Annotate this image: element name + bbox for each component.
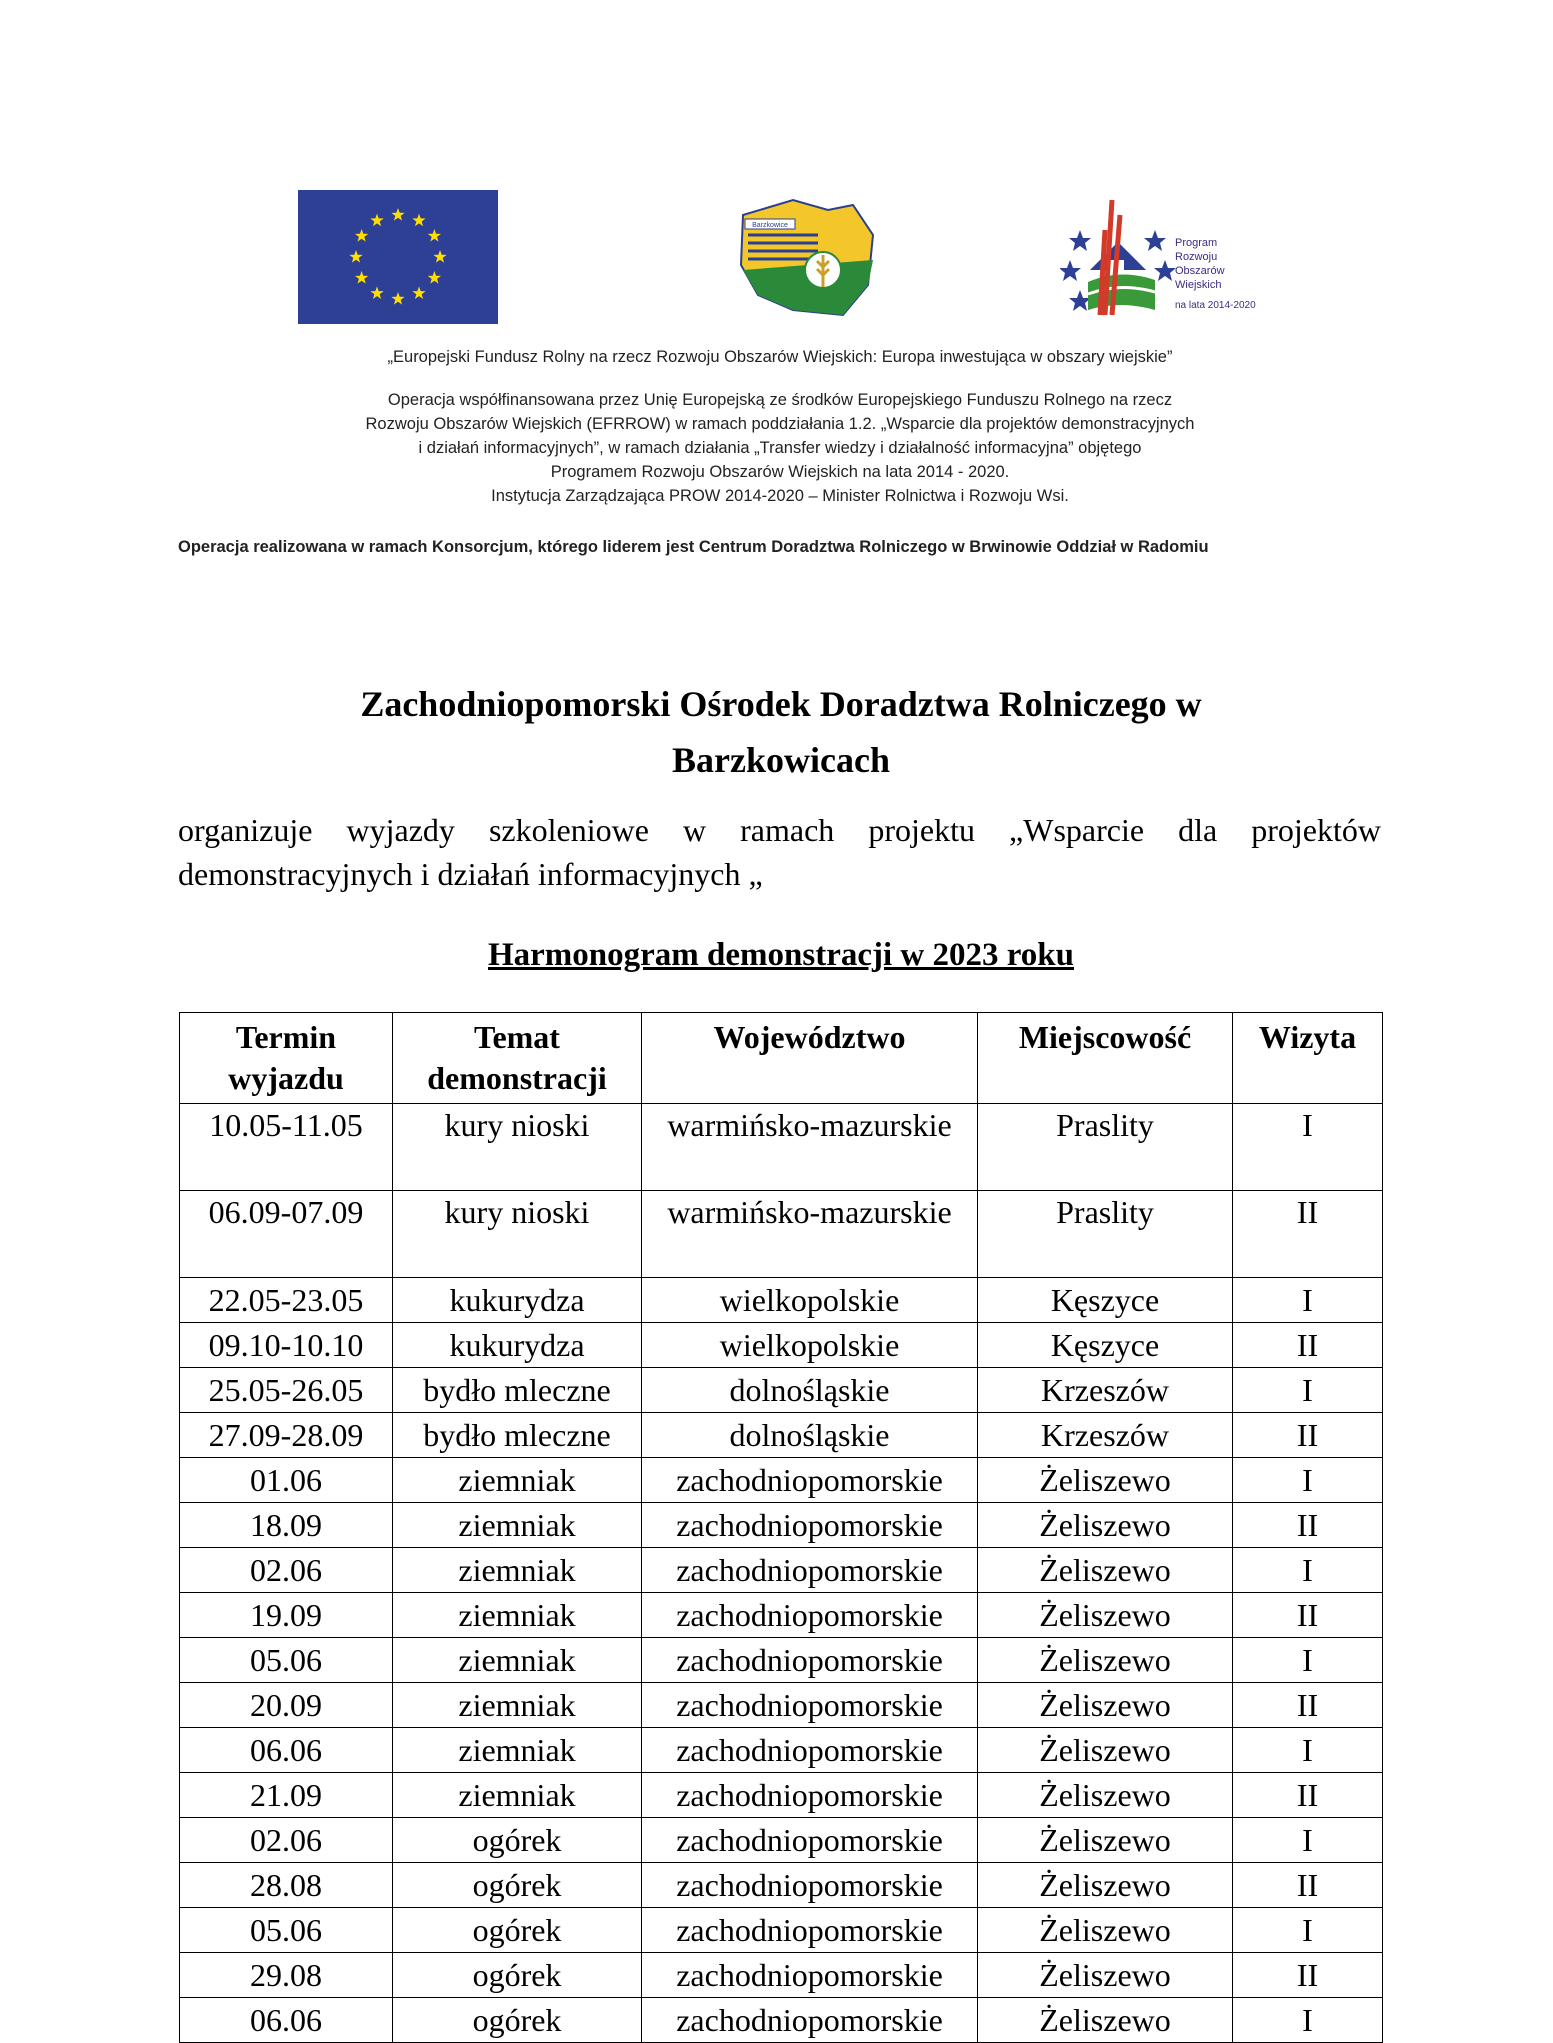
table-cell: zachodniopomorskie [642, 1638, 978, 1683]
prow-line: Program [1175, 237, 1218, 249]
table-cell: warmińsko-mazurskie [642, 1104, 978, 1191]
table-cell: I [1233, 1368, 1383, 1413]
table-row [180, 1323, 1383, 1368]
prow-line: Wiejskich [1175, 279, 1222, 291]
table-row [180, 1278, 1383, 1323]
table-cell: ziemniak [393, 1638, 642, 1683]
table-cell: dolnośląskie [642, 1413, 978, 1458]
table-cell: zachodniopomorskie [642, 1593, 978, 1638]
star-icon [349, 250, 362, 263]
table-cell: bydło mleczne [393, 1413, 642, 1458]
table-cell: ziemniak [393, 1773, 642, 1818]
table-cell: 21.09 [180, 1773, 393, 1818]
table-cell: zachodniopomorskie [642, 1728, 978, 1773]
table-cell: kukurydza [393, 1323, 642, 1368]
table-row [180, 1953, 1383, 1998]
table-cell: Żeliszewo [978, 1548, 1233, 1593]
table-cell: 05.06 [180, 1908, 393, 1953]
table-cell: ziemniak [393, 1458, 642, 1503]
ze-logo-text: Barzkowice [752, 222, 788, 229]
star-icon [391, 208, 404, 221]
table-cell: ziemniak [393, 1503, 642, 1548]
column-header: Termin wyjazdu [180, 1013, 393, 1104]
table-cell: Żeliszewo [978, 1998, 1233, 2043]
table-cell: I [1233, 1104, 1383, 1191]
star-icon [355, 271, 368, 284]
table-cell: Żeliszewo [978, 1818, 1233, 1863]
table-cell: warmińsko-mazurskie [642, 1191, 978, 1278]
table-cell: 19.09 [180, 1593, 393, 1638]
table-cell: zachodniopomorskie [642, 1998, 978, 2043]
prow-years: na lata 2014-2020 [1175, 300, 1256, 311]
table-cell: 01.06 [180, 1458, 393, 1503]
table-cell: I [1233, 1908, 1383, 1953]
eu-flag-icon [298, 190, 498, 324]
star-icon [433, 250, 446, 263]
table-cell: Żeliszewo [978, 1683, 1233, 1728]
table-row [180, 1593, 1383, 1638]
table-cell: II [1233, 1683, 1383, 1728]
table-cell: 09.10-10.10 [180, 1323, 393, 1368]
table-row [180, 1773, 1383, 1818]
table-cell: ogórek [393, 1818, 642, 1863]
table-cell: wielkopolskie [642, 1323, 978, 1368]
table-row [180, 1503, 1383, 1548]
table-cell: Praslity [978, 1191, 1233, 1278]
table-cell: ogórek [393, 1953, 642, 1998]
table-cell: Żeliszewo [978, 1953, 1233, 1998]
funding-line: Instytucja Zarządzająca PROW 2014-2020 – Minister Rolnictwa i Rozwoju Wsi. [491, 487, 1069, 505]
table-cell: zachodniopomorskie [642, 1908, 978, 1953]
star-icon [355, 229, 368, 242]
table-cell: I [1233, 1638, 1383, 1683]
table-row [180, 1413, 1383, 1458]
funding-tagline: „Europejski Fundusz Rolny na rzecz Rozwoju Obszarów Wiejskich: Europa inwestująca w obszary wiejskie” [387, 348, 1173, 366]
table-cell: 25.05-26.05 [180, 1368, 393, 1413]
schedule-title: Harmonogram demonstracji w 2023 roku [487, 937, 1074, 973]
eu-stars [298, 190, 498, 324]
table-row [180, 1638, 1383, 1683]
table-row [180, 1548, 1383, 1593]
table-body [180, 1104, 1383, 2043]
star-icon [428, 229, 441, 242]
funding-line: Operacja współfinansowana przez Unię Europejską ze środków Europejskiego Funduszu Rolnego na rzecz [387, 391, 1173, 409]
table-row [180, 1683, 1383, 1728]
funding-line: Rozwoju Obszarów Wiejskich (EFRROW) w ramach poddziałania 1.2. „Wsparcie dla projektów demonstracyjnych [365, 415, 1195, 433]
table-cell: 05.06 [180, 1638, 393, 1683]
star-icon [370, 214, 383, 227]
table-row [180, 1863, 1383, 1908]
table-cell: kury nioski [393, 1191, 642, 1278]
prow-logo-text [1175, 236, 1325, 292]
table-cell: II [1233, 1191, 1383, 1278]
table-cell: 06.09-07.09 [180, 1191, 393, 1278]
table-cell: Krzeszów [978, 1413, 1233, 1458]
table-cell: zachodniopomorskie [642, 1683, 978, 1728]
table-cell: Praslity [978, 1104, 1233, 1191]
table-cell: kury nioski [393, 1104, 642, 1191]
table-cell: 22.05-23.05 [180, 1278, 393, 1323]
table-cell: zachodniopomorskie [642, 1458, 978, 1503]
table-cell: Żeliszewo [978, 1593, 1233, 1638]
funding-operation: Operacja realizowana w ramach Konsorcjum, którego liderem jest Centrum Doradztwa Rolniczego w Brwinowie Oddział w Radomiu [178, 538, 1209, 556]
funding-body [180, 388, 1380, 508]
table-cell: zachodniopomorskie [642, 1953, 978, 1998]
column-header: Miejscowość [978, 1013, 1233, 1104]
table-row [180, 1908, 1383, 1953]
table-cell: Żeliszewo [978, 1503, 1233, 1548]
table-cell: zachodniopomorskie [642, 1548, 978, 1593]
table-row [180, 1998, 1383, 2043]
table-row [180, 1104, 1383, 1191]
table-cell: I [1233, 1728, 1383, 1773]
table-cell: I [1233, 1278, 1383, 1323]
table-cell: 02.06 [180, 1548, 393, 1593]
organization-title [180, 676, 1382, 788]
table-cell: dolnośląskie [642, 1368, 978, 1413]
column-header: Województwo [642, 1013, 978, 1104]
table-cell: Krzeszów [978, 1368, 1233, 1413]
table-cell: II [1233, 1863, 1383, 1908]
table-cell: ogórek [393, 1998, 642, 2043]
table-cell: II [1233, 1773, 1383, 1818]
table-cell: zachodniopomorskie [642, 1818, 978, 1863]
column-header: Temat demonstracji [393, 1013, 642, 1104]
table-cell: 02.06 [180, 1818, 393, 1863]
table-cell: Żeliszewo [978, 1458, 1233, 1503]
organization-title-line: Barzkowicach [672, 740, 890, 780]
star-icon [412, 214, 425, 227]
table-cell: 18.09 [180, 1503, 393, 1548]
table-cell: zachodniopomorskie [642, 1863, 978, 1908]
star-icon [391, 292, 404, 305]
wielkopolska-ze-logo-icon [733, 195, 883, 325]
table-row [180, 1818, 1383, 1863]
table-cell: Żeliszewo [978, 1728, 1233, 1773]
table-cell: II [1233, 1503, 1383, 1548]
table-cell: 20.09 [180, 1683, 393, 1728]
table-cell: I [1233, 1458, 1383, 1503]
table-cell: zachodniopomorskie [642, 1503, 978, 1548]
table-row [180, 1728, 1383, 1773]
table-cell: ziemniak [393, 1683, 642, 1728]
table-cell: ogórek [393, 1863, 642, 1908]
table-cell: Kęszyce [978, 1278, 1233, 1323]
column-header: Wizyta [1233, 1013, 1383, 1104]
table-cell: ziemniak [393, 1548, 642, 1593]
table-cell: II [1233, 1953, 1383, 1998]
table-row [180, 1368, 1383, 1413]
table-cell: Żeliszewo [978, 1638, 1233, 1683]
funding-line: i działań informacyjnych”, w ramach działania „Transfer wiedzy i działalność informacyjna” objętego [418, 439, 1142, 457]
table-cell: bydło mleczne [393, 1368, 642, 1413]
table-cell: Żeliszewo [978, 1863, 1233, 1908]
organization-title-line: Zachodniopomorski Ośrodek Doradztwa Rolniczego w [360, 684, 1202, 724]
star-icon [428, 271, 441, 284]
table-cell: I [1233, 1998, 1383, 2043]
table-cell: 06.06 [180, 1998, 393, 2043]
table-row [180, 1458, 1383, 1503]
table-cell: wielkopolskie [642, 1278, 978, 1323]
table-cell: Żeliszewo [978, 1908, 1233, 1953]
table-cell: 06.06 [180, 1728, 393, 1773]
table-cell: II [1233, 1413, 1383, 1458]
table-cell: zachodniopomorskie [642, 1773, 978, 1818]
table-cell: Kęszyce [978, 1323, 1233, 1368]
prow-line: Obszarów [1175, 265, 1225, 277]
table-cell: II [1233, 1323, 1383, 1368]
table-cell: ziemniak [393, 1728, 642, 1773]
table-row [180, 1191, 1383, 1278]
table-cell: kukurydza [393, 1278, 642, 1323]
star-icon [370, 286, 383, 299]
table-cell: I [1233, 1548, 1383, 1593]
table-cell: 29.08 [180, 1953, 393, 1998]
schedule-table [179, 1012, 1383, 2043]
table-cell: ziemniak [393, 1593, 642, 1638]
table-header-row [180, 1013, 1383, 1104]
logo-header [0, 0, 1553, 340]
table-cell: ogórek [393, 1908, 642, 1953]
table-cell: 28.08 [180, 1863, 393, 1908]
table-cell: I [1233, 1818, 1383, 1863]
prow-logo-icon [1060, 190, 1180, 325]
table-cell: Żeliszewo [978, 1773, 1233, 1818]
intro-paragraph: organizuje wyjazdy szkoleniowe w ramach projektu „Wsparcie dla projektów demonstracyjnych i działań informacyjnych „ [178, 812, 1381, 892]
star-icon [412, 286, 425, 299]
prow-line: Rozwoju [1175, 251, 1218, 263]
table-cell: II [1233, 1593, 1383, 1638]
table-cell: 27.09-28.09 [180, 1413, 393, 1458]
table-cell: 10.05-11.05 [180, 1104, 393, 1191]
funding-line: Programem Rozwoju Obszarów Wiejskich na lata 2014 - 2020. [550, 463, 1010, 481]
